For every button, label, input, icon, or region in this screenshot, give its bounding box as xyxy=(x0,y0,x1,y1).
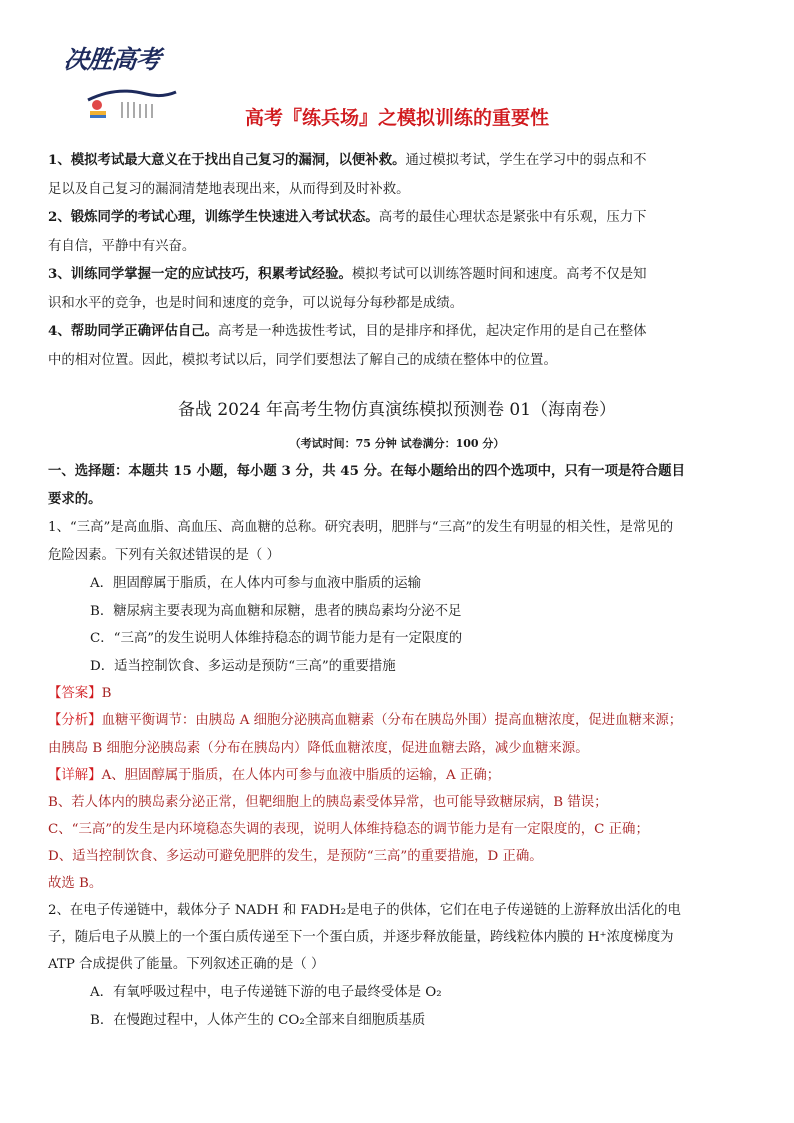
detail-line: C、“三高”的发生是内环境稳态失调的表现，说明人体维持稳态的调节能力是有一定限度的，C 正确； xyxy=(48,822,649,837)
detail-line: D、适当控制饮食、多运动可避免肥胖的发生，是预防“三高”的重要措施，D 正确。 xyxy=(48,849,543,864)
answer-tag: 【答案】 xyxy=(48,686,102,701)
q1-stem-line: 1、“三高”是高血脂、高血压、高血糖的总称。研究表明，肥胖与“三高”的发生有明显的相关性，是常见的 xyxy=(48,520,674,535)
q2-stem-line: 子，随后电子从膜上的一个蛋白质传递至下一个蛋白质，并逐步释放能量，跨线粒体内膜的 H⁺浓度梯度为 xyxy=(48,930,674,945)
analysis-text: 血糖平衡调节：由胰岛 A 细胞分泌胰高血糖素（分布在胰岛外围）提高血糖浓度，促进血糖来源； xyxy=(101,713,683,728)
page-title: 高考『练兵场』之模拟训练的重要性 xyxy=(244,107,549,129)
exam-info: （考试时间：75 分钟 试卷满分：100 分） xyxy=(289,437,505,450)
point-2 xyxy=(48,203,748,261)
point-4 xyxy=(48,317,748,375)
point-text: 有自信，平静中有兴奋。 xyxy=(48,239,196,254)
point-1 xyxy=(48,146,748,204)
q1-analysis xyxy=(48,709,758,728)
detail-tag: 【详解】 xyxy=(48,768,102,783)
q1-option-b: B．糖尿病主要表现为高血糖和尿糖，患者的胰岛素均分泌不足 xyxy=(90,604,462,619)
q1-answer xyxy=(48,682,758,701)
q2-option-a: A．有氧呼吸过程中，电子传递链下游的电子最终受体是 O₂ xyxy=(90,985,442,1000)
exam-title: 备战 2024 年高考生物仿真演练模拟预测卷 01（海南卷） xyxy=(177,400,617,420)
answer-value: B xyxy=(101,686,112,701)
section-intro-line: 要求的。 xyxy=(48,491,102,507)
q2-stem-line: ATP 合成提供了能量。下列叙述正确的是（ ） xyxy=(48,957,325,972)
q1-option-d: D．适当控制饮食、多运动是预防“三高”的重要措施 xyxy=(90,659,396,674)
point-text: 通过模拟考试，学生在学习中的弱点和不 xyxy=(405,153,647,168)
detail-line: A、胆固醇属于脂质，在人体内可参与血液中脂质的运输，A 正确； xyxy=(101,768,501,783)
q1-option-a: A．胆固醇属于脂质，在人体内可参与血液中脂质的运输 xyxy=(90,576,422,591)
analysis-text: 由胰岛 B 细胞分泌胰岛素（分布在胰岛内）降低血糖浓度，促进血糖去路，减少血糖来源。 xyxy=(48,741,589,756)
q1-option-c: C．“三高”的发生说明人体维持稳态的调节能力是有一定限度的 xyxy=(90,631,463,646)
point-text: 高考是一种选拔性考试，目的是排序和择优，起决定作用的是自己在整体 xyxy=(218,324,647,339)
logo-text: 决胜高考 xyxy=(62,45,162,74)
analysis-tag: 【分析】 xyxy=(48,713,102,728)
q2-stem-line: 2、在电子传递链中，载体分子 NADH 和 FADH₂是电子的供体，它们在电子传递链的上游释放出活化的电 xyxy=(48,903,681,918)
q1-conclusion: 故选 B。 xyxy=(48,876,103,891)
point-3 xyxy=(48,260,748,318)
point-heading: 4、帮助同学正确评估自己。 xyxy=(48,323,219,339)
point-text: 模拟考试可以训练答题时间和速度。高考不仅是知 xyxy=(351,267,647,282)
detail-line: B、若人体内的胰岛素分泌正常，但靶细胞上的胰岛素受体异常，也可能导致糖尿病，B 错误； xyxy=(48,795,608,810)
point-text: 中的相对位置。因此，模拟考试以后，同学们要想法了解自己的成绩在整体中的位置。 xyxy=(48,353,557,368)
point-heading: 3、训练同学掌握一定的应试技巧，积累考试经验。 xyxy=(48,266,352,282)
q1-stem-line: 危险因素。下列有关叙述错误的是（ ） xyxy=(48,548,280,563)
point-text: 足以及自己复习的漏洞清楚地表现出来，从而得到及时补救。 xyxy=(48,182,410,197)
point-heading: 1、模拟考试最大意义在于找出自己复习的漏洞，以便补救。 xyxy=(48,152,406,168)
point-heading: 2、锻炼同学的考试心理，训练学生快速进入考试状态。 xyxy=(48,209,379,225)
q2-option-b: B．在慢跑过程中，人体产生的 CO₂全部来自细胞质基质 xyxy=(90,1013,426,1028)
section-intro-line: 一、选择题：本题共 15 小题，每小题 3 分，共 45 分。在每小题给出的四个选项中，只有一项是符合题目 xyxy=(48,463,685,479)
q1-detail xyxy=(48,764,758,783)
point-text: 识和水平的竞争，也是时间和速度的竞争，可以说每分每秒都是成绩。 xyxy=(48,296,464,311)
point-text: 高考的最佳心理状态是紧张中有乐观，压力下 xyxy=(378,210,647,225)
